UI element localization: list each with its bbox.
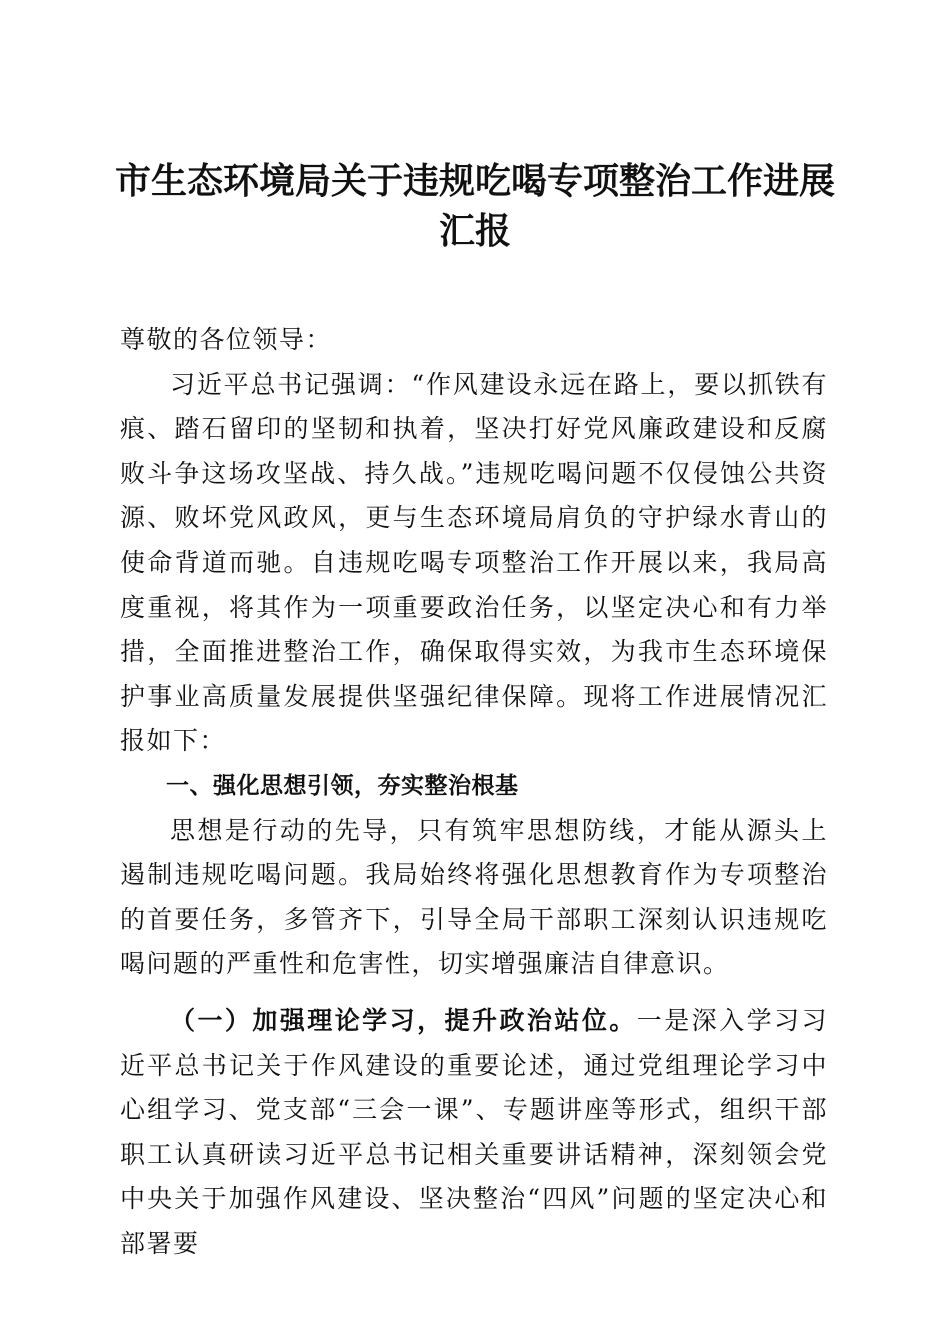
section-heading-1: 一、强化思想引领，夯实整治根基: [166, 772, 519, 799]
paragraph-gap: [120, 987, 828, 999]
subsection-heading-1: （一）加强理论学习，提升政治站位。: [170, 1005, 637, 1035]
subsection-1-text: 一是深入学习习近平总书记关于作风建设的重要论述，通过党组理论学习中心组学习、党支部“三会一课”、专题讲座等形式，组织干部职工认真研读习近平总书记相关重要讲话精神，深刻领会党中央关于加强作风建设、坚决整治“四风”问题的坚定决心和部署要: [120, 1005, 828, 1258]
subsection-1-paragraph: [120, 999, 828, 1267]
intro-paragraph: 习近平总书记强调：“作风建设永远在路上，要以抓铁有痕、踏石留印的坚韧和执着，坚决打好党风廉政建设和反腐败斗争这场攻坚战、持久战。”违规吃喝问题不仅侵蚀公共资源、败坏党风政风，更与生态环境局肩负的守护绿水青山的使命背道而驰。自违规吃喝专项整治工作开展以来，我局高度重视，将其作为一项重要政治任务，以坚定决心和有力举措，全面推进整治工作，确保取得实效，为我市生态环境保护事业高质量发展提供坚强纪律保障。现将工作进展情况汇报如下：: [120, 369, 828, 756]
document-body: [120, 318, 828, 1266]
document-title: 市生态环境局关于违规吃喝专项整治工作进展汇报: [114, 160, 835, 252]
salutation: 尊敬的各位领导：: [120, 325, 333, 354]
section-1-paragraph: 思想是行动的先导，只有筑牢思想防线，才能从源头上遏制违规吃喝问题。我局始终将强化思想教育作为专项整治的首要任务，多管齐下，引导全局干部职工深刻认识违规吃喝问题的严重性和危害性，切实增强廉洁自律意识。: [120, 815, 828, 979]
